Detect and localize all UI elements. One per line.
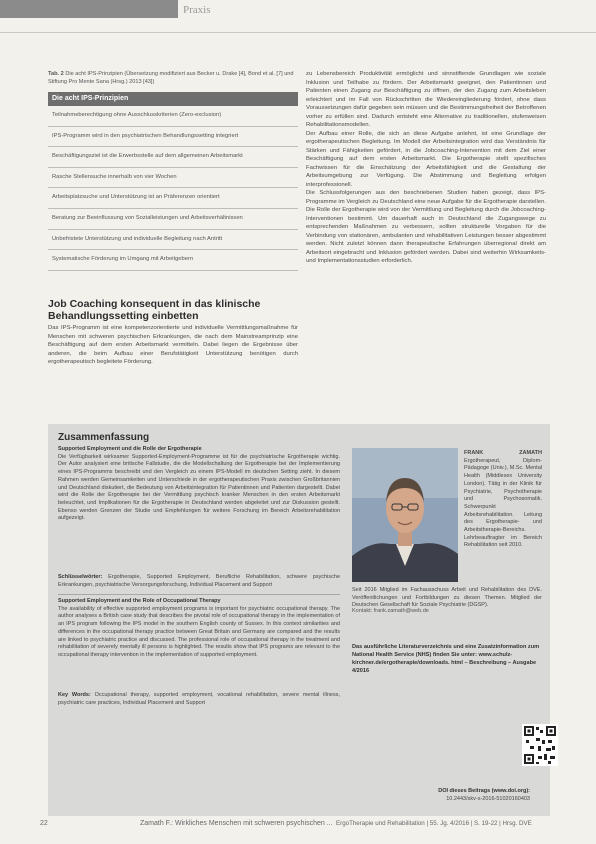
author-contact: Kontakt: frank.zamath@web.de — [352, 608, 429, 614]
doi-value: 10.2443/skv-s-2016-51020160403 — [446, 795, 530, 802]
section-heading: Job Coaching konsequent in das klinische Behandlungssetting einbetten — [48, 298, 261, 322]
left-column-body — [48, 324, 298, 367]
summary-body-en: The availability of effective supported employment programs is important for psychiatric occupational therapy. The author analyses a British case study that describes the pivotal role of occupational therapy in the implementation of an IPS program following the IPS model in the southern English county of Sussex. In this context similarities and differences in the occupational therapy practice between Great Britain and Germany are compared and the results are linked to psychiatric practice and discussed. The professional role of occupational therapy in the treatment and rehabilitation of severely mentally ill persons is highlighted. The results show that IPS programs are relevant to the occupational therapy intervention in the implementation of supported employment. — [58, 605, 340, 658]
author-name: FRANK ZAMATH — [464, 450, 542, 456]
summary-german — [58, 446, 340, 523]
table-row: Beratung zur Beeinflussung von Sozialleistungen und Arbeitsverhältnissen — [48, 209, 298, 230]
table-row: Rasche Stellensuche innerhalb von vier Wochen — [48, 168, 298, 189]
table-header: Die acht IPS-Prinzipien — [48, 92, 298, 106]
author-photo — [352, 448, 458, 582]
doi-block — [400, 788, 530, 803]
paragraph: Das IPS-Programm ist eine kompetenzorientierte und individuelle Vermittlungsmaßnahme für Menschen mit schweren psychischen Erkrankungen, die nach dem Mainstreamprinzip eine Beschäftigung auf dem ersten Arbeitsmarkt vermitteln. Dabei liegen die Ergebnisse über anderen, die beim Aufbau einer Berufstätigkeit Unterstützung benötigen durch ergotherapeutisch begleitete Förderung. — [48, 325, 298, 365]
table-caption-label: Tab. 2 — [48, 71, 64, 77]
table-caption — [48, 70, 298, 86]
summary-title: Zusammenfassung — [58, 432, 150, 443]
section-title: Praxis — [183, 4, 211, 16]
footer-journal: ErgoTherapie und Rehabilitation | 55. Jg. 4/2016 | S. 19-22 | Hrsg. DVE — [336, 820, 532, 827]
doi-label: DOI dieses Beitrags (www.doi.org): — [438, 788, 530, 794]
summary-divider — [58, 594, 340, 595]
author-portrait-icon — [352, 448, 458, 582]
summary-english — [58, 598, 340, 660]
author-bio-continued: Seit 2016 Mitglied im Fachausschuss Arbeit und Rehabilitation des DVE. Veröffentlichungen und Fortbildungen zu diesen Themen. Mitglied der Deutschen Gesellschaft für Soziale Psychiatrie (DGSP). — [352, 587, 542, 609]
paragraph: Die Schlussfolgerungen aus den beschriebenen Studien haben gezeigt, dass IPS-Programme im Vergleich zu Deutschland eine neue Aufgabe für die Ergotherapie darstellen. Die Rolle der Ergotherapie wird von der Vermittlung und Begleitung durch die Jobcoaching-Interventionen bestimmt. Um dauerhaft auch in Deutschland die Zugangswege zu entsprechenden Maßnahmen zu verbessern, sollten strukturelle Vorgaben für die Verbindung von stationären, ambulanten und rehabilitativen Leistungen besser abgestimmt werden. Nicht zuletzt können dann therapeutische Erfahrungen überregional direkt am Arbeitsort eingebracht und Inklusion gefördert werden. Dabei sind weiterhin Wirksamkeits- und Implementationsstudien erforderlich. — [306, 190, 546, 264]
ips-principles-table — [48, 92, 298, 271]
keywords-en — [58, 692, 340, 707]
summary-body-de: Die Verfügbarkeit wirksamer Supported-Employment-Programme ist für die psychiatrische Ergotherapie wichtig. Der Autor analysiert eine britische Fallstudie, die die Modellschaltung der Ergotherapie bei der Implementierung eines IPS-Programms beschreibt und den Vergleich zu einem IPS-Modell im deutschen Setting zieht. In diesem Rahmen werden Gemeinsamkeiten und Unterschiede in der ergotherapeutischen Praxis zwischen Großbritannien und Deutschland diskutiert, die Bedeutung von Arbeitsintegration für Patientinnen und Patienten dargestellt. Dabei wird die Rolle der Ergotherapie bei der Vermittlung psychisch kranker Menschen in den ersten Arbeitsmarkt beleuchtet, und Implikationen für die Ergotherapie in Deutschland werden abgeleitet und zur Diskussion gestellt. Ebenso werden Grenzen der Studie und Empfehlungen für weitere Forschung im Bereich Arbeitsrehabilitation aufgezeigt. — [58, 453, 340, 522]
table-row: IPS-Programm wird in den psychiatrischen Behandlungssetting integriert — [48, 127, 298, 148]
paragraph: zu Lebensbereich Produktivität ermöglicht und sinnstiftende Grundlagen wie soziale Inklusion und Teilhabe zu fördern. Der Arbeitsmarkt geeignet, den Patientinnen und Patienten einen Zugang zur Beschäftigung zu öffnen, der den Zugang zum Arbeitsleben erleichtert und im Fall von Rückschritten die Wiedereingliederung fördert, ohne dass Voraussetzungen dafür gegeben sein müssen und die Bestimmungsfreiheit der Betroffenen vorher zu erfüllen sind. Dadurch entsteht eine Alternative zu traditionellen, stufenweisen Rehabilitationsmodellen. — [306, 71, 546, 128]
keywords-label-de: Schlüsselwörter: — [58, 574, 103, 580]
literature-note: Das ausführliche Literaturverzeichnis und eine Zusatzinformation zum National Health Service (NHS) finden Sie unter: www.schulz-kirchner.de/ergotherapie/downloads. html – Beschreibung – Ausgabe 4/2016 — [352, 644, 540, 674]
summary-subtitle-en: Supported Employment and the Role of Occupational Therapy — [58, 598, 221, 604]
keywords-label-en: Key Words: — [58, 692, 91, 698]
table-row: Beschäftigungsziel ist die Erwerbsstelle auf dem allgemeinen Arbeitsmarkt — [48, 147, 298, 168]
keywords-de-text: Ergotherapie, Supported Employment, Berufliche Rehabilitation, schwere psychische Erkrankungen, psychiatrische Versorgungsforschung, Individual Placement and Support — [58, 574, 341, 588]
footer-citation: Zamath F.: Wirkliches Menschen mit schweren psychischen ... — [140, 820, 333, 827]
qr-code-icon — [522, 724, 558, 766]
keywords-de — [58, 574, 340, 589]
table-caption-text: Die acht IPS-Prinzipien (Übersetzung modifiziert aus Becker u. Drake [4], Bond et al. [7] und Stiftung Pro Mente Sana (Hrsg.) 2013 [43]) — [48, 71, 294, 85]
author-bio-short: Ergotherapeut, Diplom-Pädagoge (Univ.), M.Sc. Mental Health (Middlesex University London). Tätig in der Klinik für Psychiatrie, Psychotherapie und Psychosomatik. Schwerpunkt Arbeitsrehabilitation. Leitung des Ergotherapie- und Arbeitstherapie-Bereichs. Lehrbeauftragter im Bereich Rehabilitation seit 2010. — [464, 457, 542, 549]
table-row: Arbeitsplatzsuche und Unterstützung ist an Präferenzen orientiert — [48, 188, 298, 209]
table-row: Systematische Förderung im Umgang mit Arbeitgebern — [48, 250, 298, 271]
header-bar — [0, 0, 178, 18]
table-row: Unbefristete Unterstützung und individuelle Begleitung nach Antritt — [48, 230, 298, 251]
author-bio — [464, 450, 542, 550]
table-row: Teilnahmeberechtigung ohne Ausschlusskriterien (Zero-exclusion) — [48, 106, 298, 127]
summary-subtitle-de: Supported Employment und die Rolle der Ergotherapie — [58, 446, 202, 452]
keywords-en-text: Occupational therapy, supported employment, vocational rehabilitation, severe mental illness, psychiatric care practices, Individual Placement and Support — [58, 692, 340, 706]
right-column — [306, 70, 546, 266]
header-divider — [0, 32, 596, 33]
paragraph: Der Aufbau einer Rolle, die sich an diese Aufgabe anlehnt, ist eine Grundlage der ergotherapeutischen Begleitung. Im Modell der Arbeitsintegration wird das Verständnis für Stärken und Fähigkeiten gefördert, in die Jobcoaching-Intervention mit dem Ziel einer Beschäftigung auf dem ersten Arbeitsmarkt. Die Ergotherapie stellt spezifisches Fachwissen für die Einschätzung der Arbeitsfähigkeit und die Gestaltung der Arbeitsumgebung zur Verfügung. Die Abstimmung und Begleitung erfolgen interprofessionell. — [306, 130, 546, 188]
page-number: 22 — [40, 820, 48, 827]
